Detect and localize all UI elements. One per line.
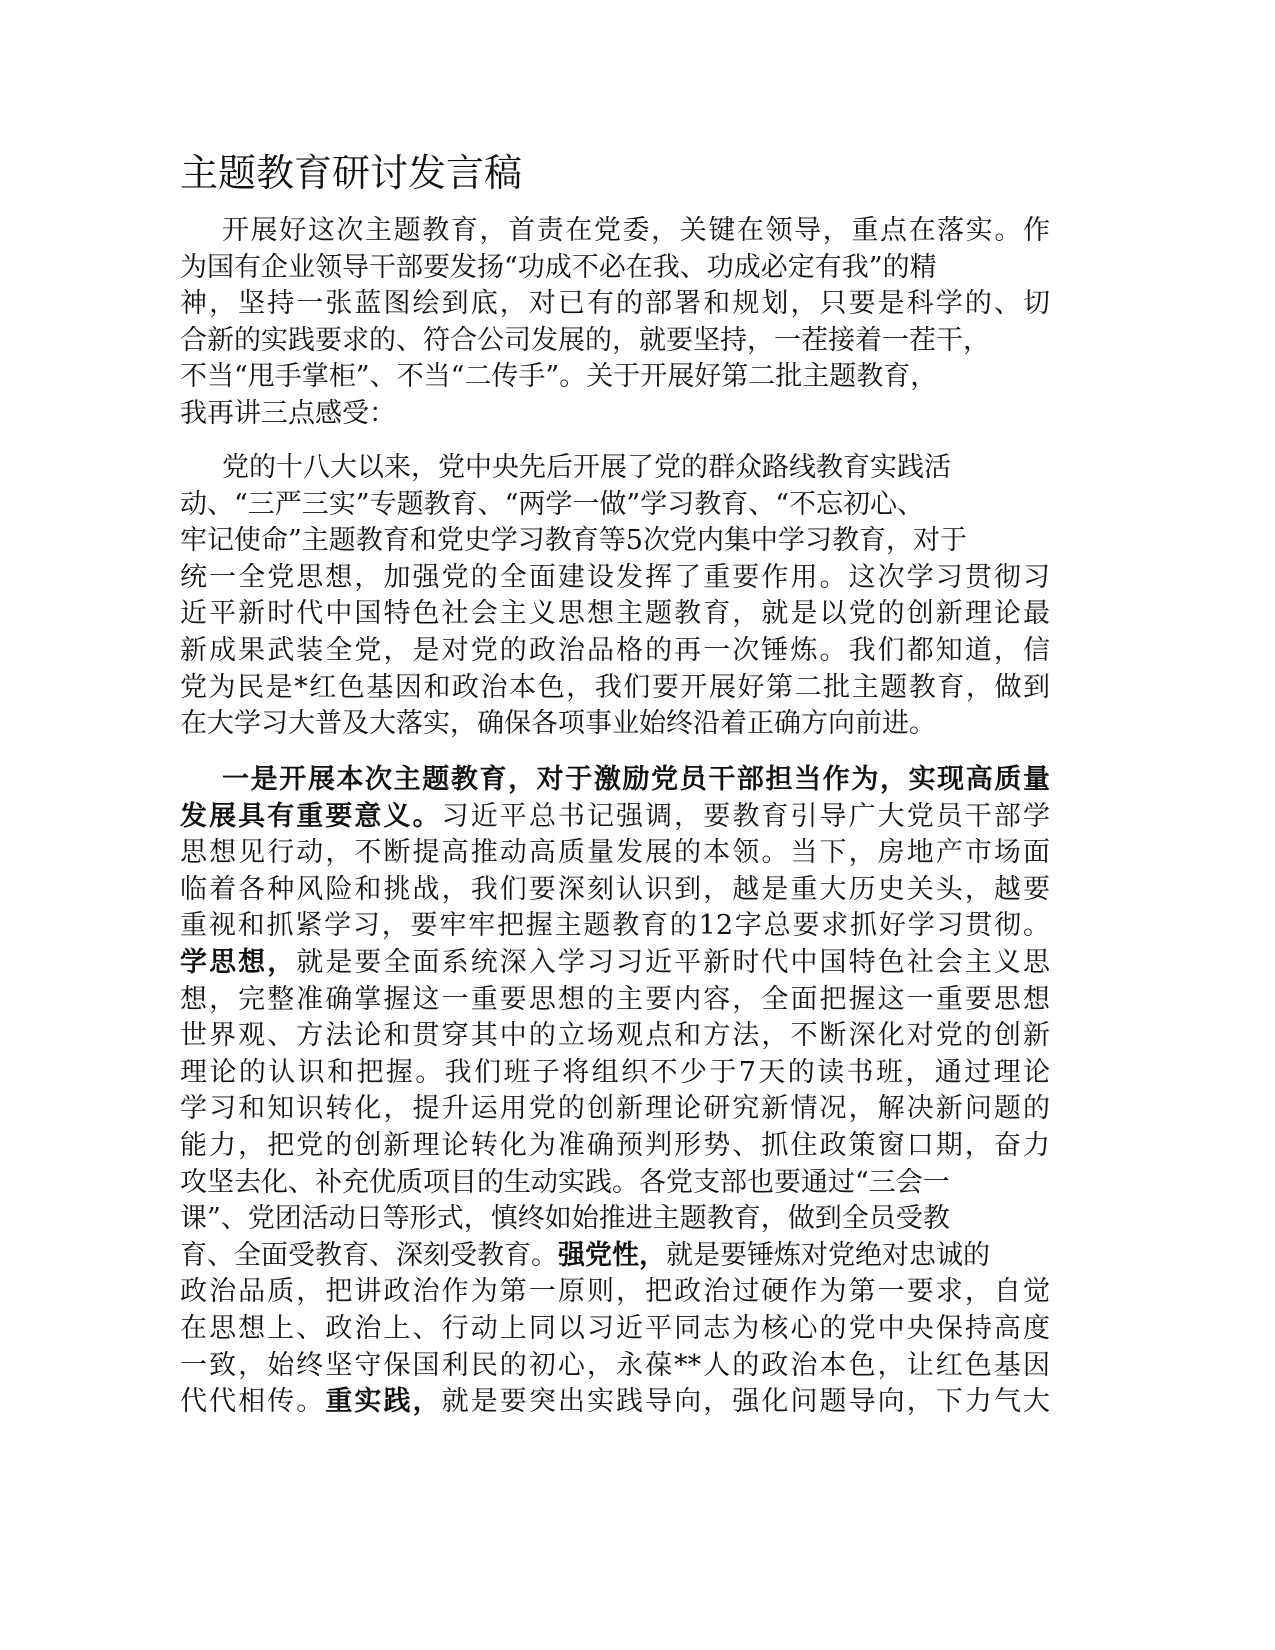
text-line: 神，坚持一张蓝图绘到底，对已有的部署和规划，只要是科学的、切 bbox=[180, 288, 1050, 320]
text-line: 攻坚去化、补充优质项目的生动实践。各党支部也要通过“三会一 bbox=[180, 1166, 950, 1198]
bold-keyword: 学思想， bbox=[180, 946, 297, 978]
text-line: 学思想，就是要全面系统深入学习习近平新时代中国特色社会主义思 bbox=[180, 946, 1051, 978]
text-line: 学习和知识转化，提升运用党的创新理论研究新情况，解决新问题的 bbox=[180, 1093, 1050, 1125]
text-line: 在大学习大普及大落实，确保各项事业始终沿着正确方向前进。 bbox=[180, 708, 936, 740]
paragraph-2 bbox=[180, 450, 1050, 743]
text-line: 开展好这次主题教育，首责在党委，关键在领导，重点在落实。作 bbox=[222, 215, 1050, 246]
text-line: 重视和抓紧学习，要牢牢把握主题教育的12字总要求抓好学习贯彻。 bbox=[180, 910, 1050, 942]
text-line: 发展具有重要意义。习近平总书记强调，要教育引导广大党员干部学 bbox=[180, 800, 1051, 832]
text-line: 临着各种风险和挑战，我们要深刻认识到，越是重大历史关头，越要 bbox=[180, 873, 1050, 905]
text-line: 能力，把党的创新理论转化为准确预判形势、抓住政策窗口期，奋力 bbox=[180, 1129, 1050, 1161]
text-line: 理论的认识和把握。我们班子将组织不少于7天的读书班，通过理论 bbox=[180, 1056, 1050, 1088]
text-line: 在思想上、政治上、行动上同以习近平同志为核心的党中央保持高度 bbox=[180, 1312, 1050, 1344]
text-line: 党为民是*红色基因和政治本色，我们要开展好第二批主题教育，做到 bbox=[180, 671, 1050, 703]
text-line: 一致，始终坚守保国利民的初心，永葆**人的政治本色，让红色基因 bbox=[180, 1349, 1050, 1381]
text-line: 想，完整准确掌握这一重要思想的主要内容，全面把握这一重要思想 bbox=[180, 983, 1050, 1015]
paragraph-1 bbox=[180, 213, 1050, 433]
text-line: 近平新时代中国特色社会主义思想主题教育，就是以党的创新理论最 bbox=[180, 598, 1050, 630]
text-line: 育、全面受教育、深刻受教育。强党性，就是要锤炼对党绝对忠诚的 bbox=[180, 1239, 990, 1271]
bold-lead-heading: 发展具有重要意义。 bbox=[180, 800, 442, 832]
text-line: 世界观、方法论和贯穿其中的立场观点和方法，不断深化对党的创新 bbox=[180, 1020, 1050, 1052]
paragraph-3 bbox=[180, 762, 1050, 1421]
text-line: 课”、党团活动日等形式，慎终如始推进主题教育，做到全员受教 bbox=[180, 1203, 950, 1235]
document-title: 主题教育研讨发言稿 bbox=[180, 151, 523, 195]
text-line: 我再讲三点感受： bbox=[180, 397, 396, 429]
text-line: 党的十八大以来，党中央先后开展了党的群众路线教育实践活 bbox=[222, 452, 951, 483]
bold-keyword: 强党性， bbox=[558, 1239, 666, 1271]
text-line: 政治品质，把讲政治作为第一原则，把政治过硬作为第一要求，自觉 bbox=[180, 1276, 1050, 1308]
text-line: 统一全党思想，加强党的全面建设发挥了重要作用。这次学习贯彻习 bbox=[180, 561, 1050, 593]
bold-keyword: 重实践， bbox=[325, 1386, 442, 1418]
text-line: 不当“甩手掌柜”、不当“二传手”。关于开展好第二批主题教育， bbox=[180, 361, 938, 393]
text-line: 为国有企业领导干部要发扬“功成不必在我、功成必定有我”的精 bbox=[180, 251, 937, 283]
text-line: 合新的实践要求的、符合公司发展的，就要坚持，一茬接着一茬干， bbox=[180, 324, 990, 356]
text-line: 新成果武装全党，是对党的政治品格的再一次锤炼。我们都知道，信 bbox=[180, 634, 1050, 666]
bold-lead-heading: 一是开展本次主题教育，对于激励党员干部担当作为，实现高质量 bbox=[222, 764, 1050, 795]
text-line: 动、“三严三实”专题教育、“两学一做”学习教育、“不忘初心、 bbox=[180, 488, 925, 520]
text-line: 牢记使命”主题教育和党史学习教育等5次党内集中学习教育，对于 bbox=[180, 525, 967, 557]
text-line: 思想见行动，不断提高推动高质量发展的本领。当下，房地产市场面 bbox=[180, 837, 1050, 869]
text-line bbox=[180, 762, 1050, 799]
text-line: 代代相传。重实践，就是要突出实践导向，强化问题导向，下力气大 bbox=[180, 1386, 1051, 1418]
